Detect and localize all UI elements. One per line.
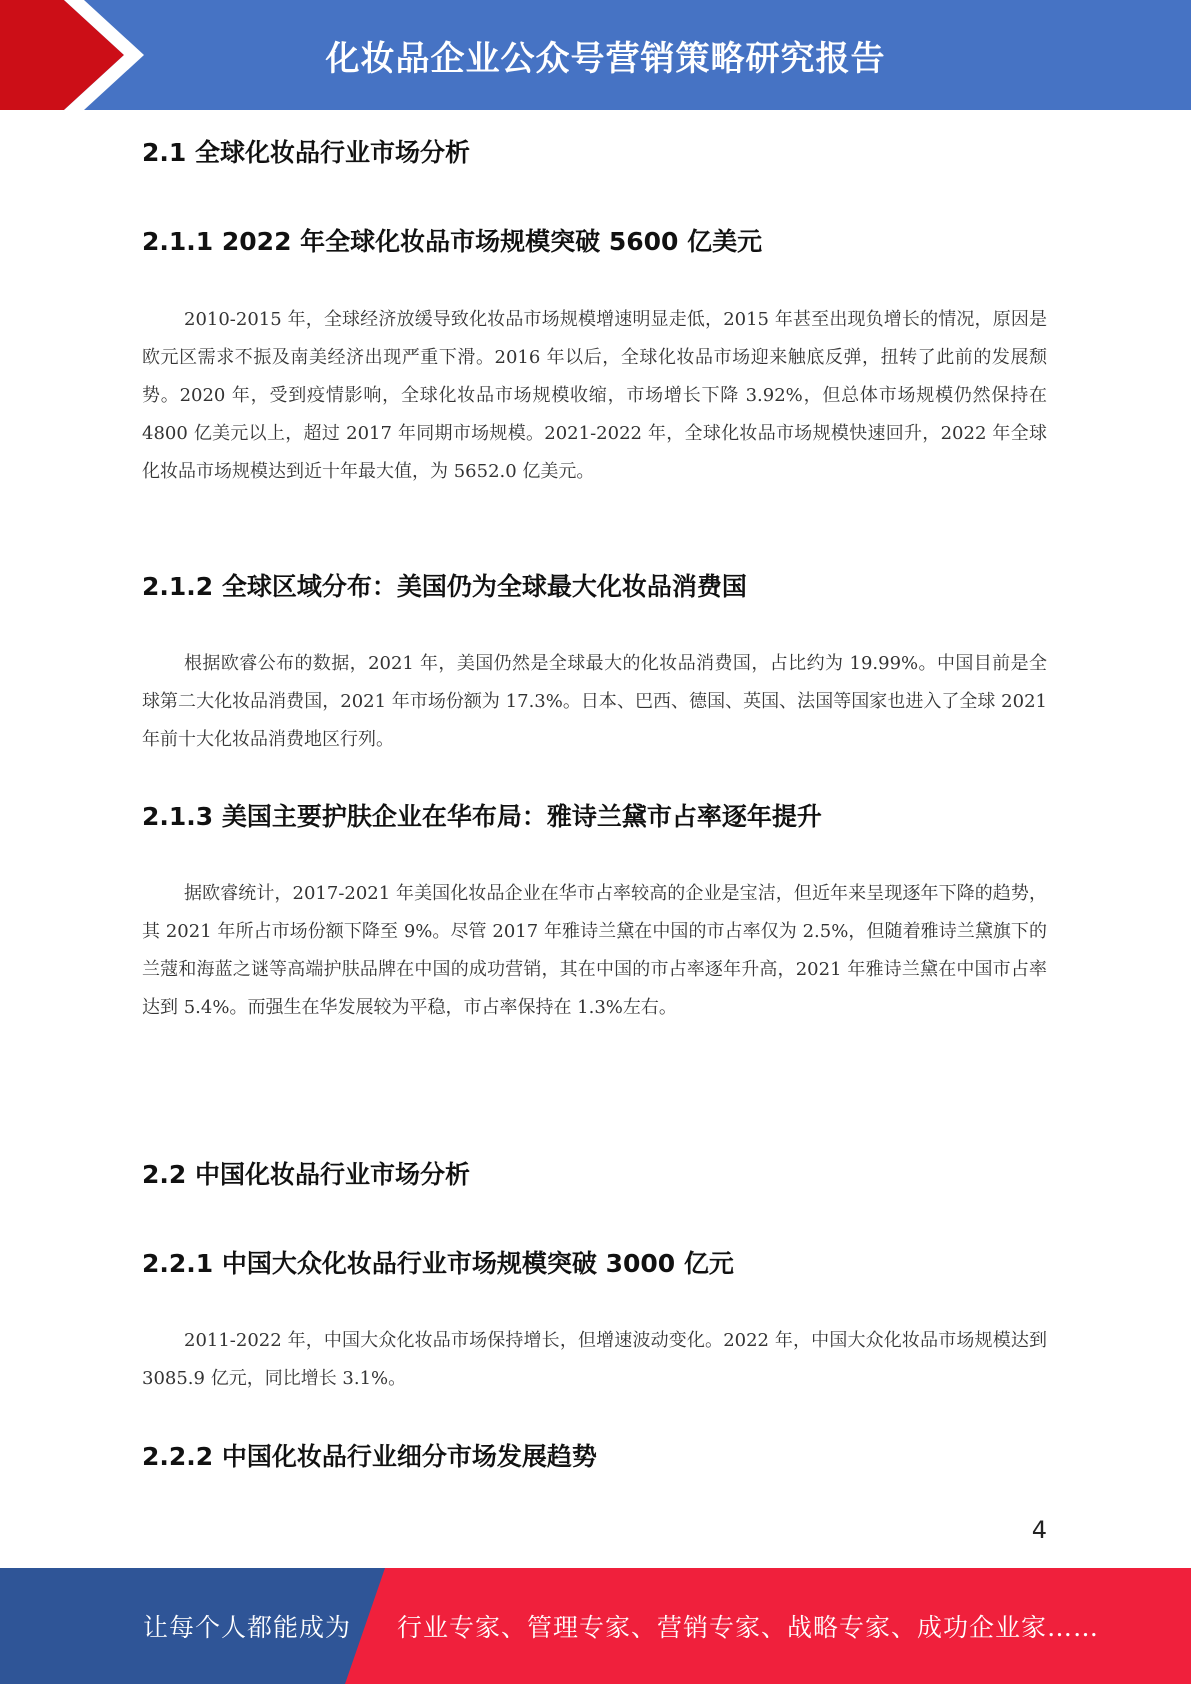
paragraph-2-2-1: 2011-2022 年，中国大众化妆品市场保持增长，但增速波动变化。2022 年，中国大众化妆品市场规模达到 3085.9 亿元，同比增长 3.1%。 — [142, 1330, 1047, 1389]
paragraph-2-1-2: 根据欧睿公布的数据，2021 年，美国仍然是全球最大的化妆品消费国，占比约为 19.99%。中国目前是全球第二大化妆品消费国，2021 年市场份额为 17.3%。日本、巴西、德国、英国、法国等国家也进入了全球 2021 年前十大化妆品消费地区行列。 — [142, 653, 1047, 750]
report-title: 化妆品企业公众号营销策略研究报告 — [325, 38, 886, 79]
section-heading-2-1-1: 2.1.1 2022 年全球化妆品市场规模突破 5600 亿美元 — [142, 227, 763, 256]
section-heading-2-1-3: 2.1.3 美国主要护肤企业在华布局：雅诗兰黛市占率逐年提升 — [142, 802, 822, 831]
section-heading-2-2: 2.2 中国化妆品行业市场分析 — [142, 1160, 470, 1189]
header-banner — [0, 0, 1191, 110]
footer-banner — [0, 1568, 1191, 1684]
paragraph-2-1-1: 2010-2015 年，全球经济放缓导致化妆品市场规模增速明显走低，2015 年甚至出现负增长的情况，原因是欧元区需求不振及南美经济出现严重下滑。2016 年以后，全球化妆品市场迎来触底反弹，扭转了此前的发展颓势。2020 年，受到疫情影响，全球化妆品市场规模收缩，市场增长下降 3.92%，但总体市场规模仍然保持在 4800 亿美元以上，超过 2017 年同期市场规模。2021-2022 年，全球化妆品市场规模快速回升，2022 年全球化妆品市场规模达到近十年最大值，为 5652.0 亿美元。 — [142, 309, 1047, 482]
section-heading-2-1: 2.1 全球化妆品行业市场分析 — [142, 138, 470, 167]
footer-slogan-right: 行业专家、管理专家、营销专家、战略专家、成功企业家…… — [397, 1613, 1100, 1642]
footer-slogan-left: 让每个人都能成为 — [143, 1613, 352, 1642]
section-heading-2-1-2: 2.1.2 全球区域分布：美国仍为全球最大化妆品消费国 — [142, 572, 747, 601]
paragraph-2-1-3: 据欧睿统计，2017-2021 年美国化妆品企业在华市占率较高的企业是宝洁，但近年来呈现逐年下降的趋势，其 2021 年所占市场份额下降至 9%。尽管 2017 年雅诗兰黛在中国的市占率仅为 2.5%，但随着雅诗兰黛旗下的兰蔻和海蓝之谜等高端护肤品牌在中国的成功营销，其在中国的市占率逐年升高，2021 年雅诗兰黛在中国市占率达到 5.4%。而强生在华发展较为平稳，市占率保持在 1.3%左右。 — [142, 883, 1047, 1018]
section-heading-2-2-1: 2.2.1 中国大众化妆品行业市场规模突破 3000 亿元 — [142, 1249, 734, 1278]
page-number: 4 — [1031, 1516, 1047, 1544]
section-heading-2-2-2: 2.2.2 中国化妆品行业细分市场发展趋势 — [142, 1442, 597, 1471]
